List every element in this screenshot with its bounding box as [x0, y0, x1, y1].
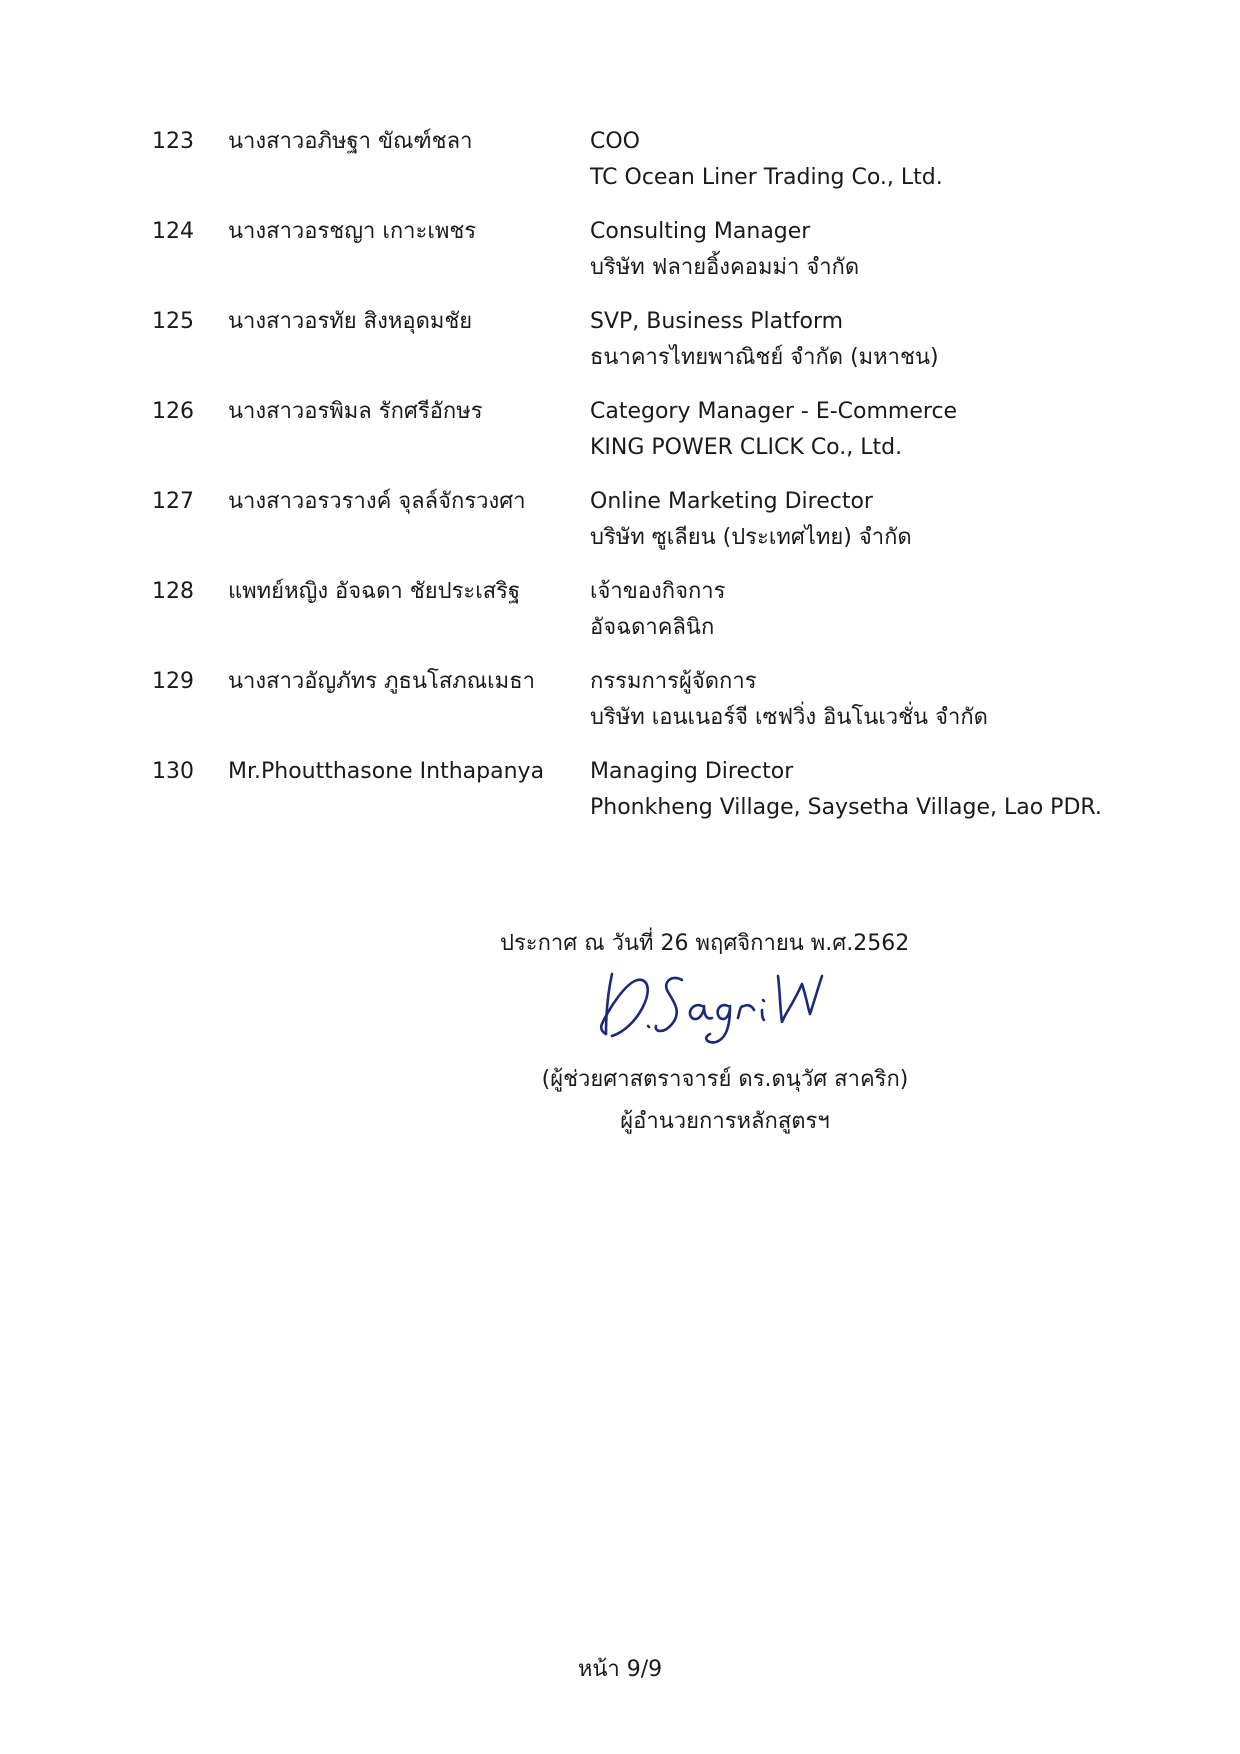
entry-title: Consulting Manager	[590, 219, 811, 244]
page-number: หน้า 9/9	[577, 1657, 663, 1682]
entry-number: 125	[152, 309, 194, 334]
entry-name: นางสาวอรพิมล รักศรีอักษร	[228, 399, 483, 424]
entry-name: แพทย์หญิง อัจฉดา ชัยประเสริฐ	[228, 579, 521, 604]
entry-name: Mr.Phoutthasone Inthapanya	[228, 759, 545, 784]
signer-name: (ผู้ช่วยศาสตราจารย์ ดร.ดนุวัศ สาคริก)	[541, 1067, 909, 1092]
entry-title: เจ้าของกิจการ	[590, 579, 726, 604]
entry-number: 126	[152, 399, 194, 424]
entry-title: COO	[590, 129, 640, 154]
entry-name: นางสาวอรวรางค์ จุลล์จักรวงศา	[228, 489, 526, 514]
entry-title: Category Manager - E-Commerce	[590, 399, 958, 424]
announcement-date: ประกาศ ณ วันที่ 26 พฤศจิกายน พ.ศ.2562	[500, 931, 910, 956]
entry-organization: ธนาคารไทยพาณิชย์ จำกัด (มหาชน)	[590, 345, 939, 370]
list-item	[0, 664, 1240, 754]
entry-number: 127	[152, 489, 194, 514]
entry-name: นางสาวอภิษฐา ขัณฑ์ชลา	[228, 129, 473, 154]
entry-organization: บริษัท ซูเลียน (ประเทศไทย) จำกัด	[590, 525, 912, 550]
entry-name: นางสาวอรทัย สิงหอุดมชัย	[228, 309, 473, 334]
entry-organization: Phonkheng Village, Saysetha Village, Lao PDR.	[590, 795, 1102, 820]
signature-image	[598, 962, 828, 1046]
entry-number: 129	[152, 669, 194, 694]
entry-name: นางสาวอัญภัทร ภูธนโสภณเมธา	[228, 669, 535, 694]
list-item	[0, 124, 1240, 214]
entry-title: กรรมการผู้จัดการ	[590, 669, 757, 694]
entry-organization: KING POWER CLICK Co., Ltd.	[590, 435, 903, 460]
list-item	[0, 574, 1240, 664]
entry-title: Online Marketing Director	[590, 489, 873, 514]
list-item	[0, 304, 1240, 394]
entry-organization: TC Ocean Liner Trading Co., Ltd.	[590, 165, 943, 190]
list-item	[0, 754, 1240, 844]
entry-organization: อัจฉดาคลินิก	[590, 615, 715, 640]
entry-title: Managing Director	[590, 759, 794, 784]
list-item	[0, 214, 1240, 304]
entry-number: 123	[152, 129, 194, 154]
entry-organization: บริษัท ฟลายอิ้งคอมม่า จำกัด	[590, 255, 860, 280]
list-item	[0, 394, 1240, 484]
entry-number: 128	[152, 579, 194, 604]
entry-organization: บริษัท เอนเนอร์จี เซฟวิ่ง อินโนเวชั่น จำกัด	[590, 705, 988, 730]
entry-number: 130	[152, 759, 194, 784]
signature-strokes	[601, 974, 822, 1042]
entry-name: นางสาวอรชญา เกาะเพชร	[228, 219, 477, 244]
entry-title: SVP, Business Platform	[590, 309, 844, 334]
entry-number: 124	[152, 219, 194, 244]
signer-position: ผู้อำนวยการหลักสูตรฯ	[620, 1109, 830, 1134]
list-item	[0, 484, 1240, 574]
